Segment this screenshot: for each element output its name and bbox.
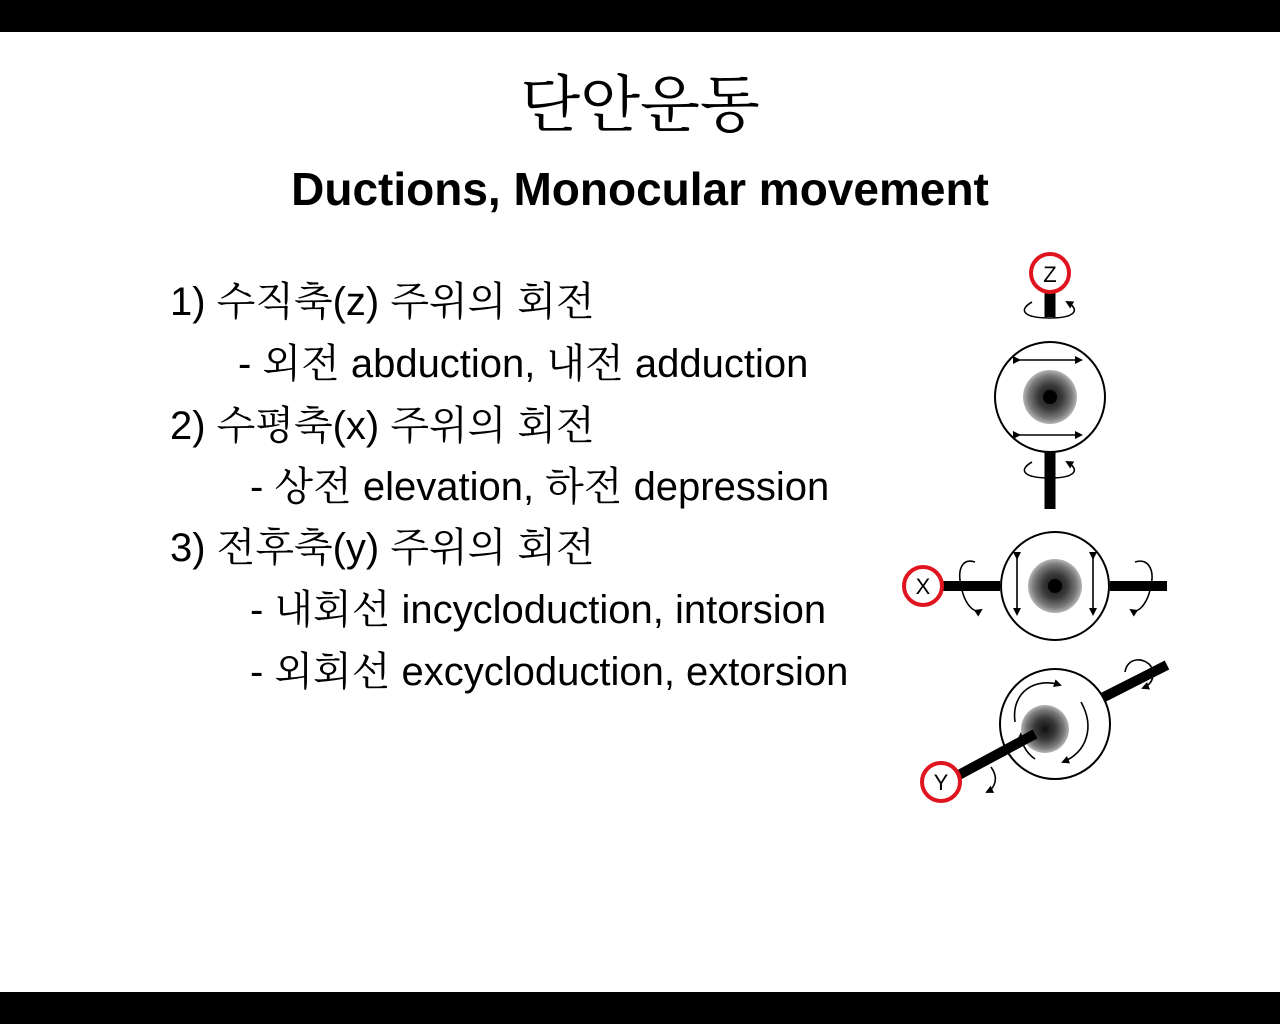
item-2-heading: 2) 수평축(x) 주위의 회전: [170, 404, 595, 448]
y-axis-label: [922, 763, 960, 801]
x-axis-label: [904, 567, 942, 605]
item-2-sub-1: - 상전 elevation, 하전 depression: [250, 465, 830, 509]
item-3-sub-1: - 내회선 incycloduction, intorsion: [250, 588, 827, 632]
z-axis-eye: [995, 257, 1105, 509]
bottom-letterbox-bar: [0, 992, 1280, 1024]
z-axis-label: [1031, 254, 1069, 292]
y-axis-eye: [955, 660, 1167, 792]
y-axis-label-text: Y: [933, 770, 949, 795]
slide: [0, 32, 1280, 992]
slide-title-english: Ductions, Monocular movement: [291, 163, 989, 215]
slide-title-korean: 단안운동: [520, 68, 760, 141]
item-1-heading: 1) 수직축(z) 주위의 회전: [170, 280, 595, 324]
item-1-sub-1: - 외전 abduction, 내전 adduction: [238, 342, 809, 386]
x-axis-eye: [940, 532, 1167, 640]
x-axis-label-text: X: [915, 574, 931, 599]
item-3-heading: 3) 전후축(y) 주위의 회전: [170, 526, 595, 570]
top-letterbox-bar: [0, 0, 1280, 32]
eye-rotation-diagram: [895, 222, 1175, 795]
item-3-sub-2: - 외회선 excycloduction, extorsion: [250, 650, 849, 694]
z-axis-label-text: Z: [1043, 262, 1057, 287]
